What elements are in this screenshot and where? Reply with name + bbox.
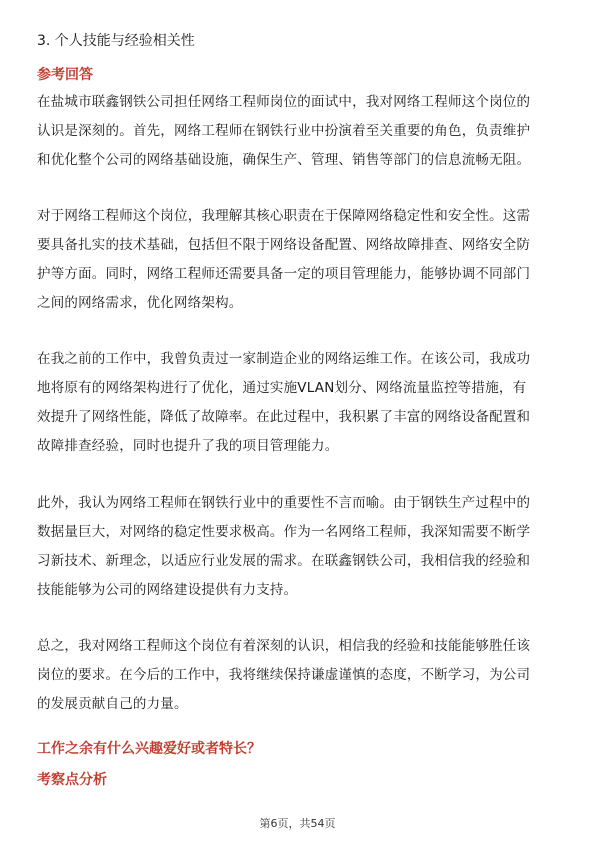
- paragraph-line: 总之，我对网络工程师这个岗位有着深刻的认识，相信我的经验和技能能够胜任该: [37, 638, 531, 654]
- paragraph-line: 护等方面。同时，网络工程师还需要具备一定的项目管理能力，能够协调不同部门: [37, 266, 531, 282]
- paragraph-line: 认识是深刻的。首先，网络工程师在钢铁行业中扮演着至关重要的角色，负责维护: [37, 123, 531, 139]
- paragraph-line: 要具备扎实的技术基础，包括但不限于网络设备配置、网络故障排查、网络安全防: [37, 237, 531, 253]
- answer-paragraph-3: [37, 345, 562, 461]
- paragraph-line: 技能能够为公司的网络建设提供有力支持。: [37, 582, 298, 598]
- answer-paragraph-5: [37, 632, 562, 719]
- paragraph-line: 的发展贡献自己的力量。: [37, 696, 188, 712]
- paragraph-line: 在盐城市联鑫钢铁公司担任网络工程师岗位的面试中，我对网络工程师这个岗位的: [37, 94, 531, 110]
- paragraph-line: 在我之前的工作中，我曾负责过一家制造企业的网络运维工作。在该公司，我成功: [37, 351, 531, 367]
- answer-paragraph-4: [37, 489, 562, 605]
- paragraph-line: 地将原有的网络架构进行了优化，通过实施VLAN划分、网络流量监控等措施，有: [37, 380, 527, 396]
- paragraph-line: 习新技术、新理念，以适应行业发展的需求。在联鑫钢铁公司，我相信我的经验和: [37, 553, 531, 569]
- paragraph-line: 和优化整个公司的网络基础设施，确保生产、管理、销售等部门的信息流畅无阻。: [37, 152, 531, 168]
- answer-paragraph-2: [37, 202, 562, 318]
- section-heading: 3. 个人技能与经验相关性: [37, 33, 195, 49]
- paragraph-line: 效提升了网络性能，降低了故障率。在此过程中，我积累了丰富的网络设备配置和: [37, 409, 531, 425]
- paragraph-line: 此外，我认为网络工程师在钢铁行业中的重要性不言而喻。由于钢铁生产过程中的: [37, 495, 531, 511]
- analysis-label: 考察点分析: [37, 772, 107, 788]
- next-question-heading: 工作之余有什么兴趣爱好或者特长？: [37, 741, 261, 757]
- paragraph-line: 岗位的要求。在今后的工作中，我将继续保持谦虚谨慎的态度，不断学习，为公司: [37, 667, 531, 683]
- reference-answer-label: 参考回答: [37, 67, 93, 83]
- paragraph-line: 对于网络工程师这个岗位，我理解其核心职责在于保障网络稳定性和安全性。这需: [37, 208, 531, 224]
- paragraph-line: 故障排查经验，同时也提升了我的项目管理能力。: [37, 438, 339, 454]
- paragraph-line: 之间的网络需求，优化网络架构。: [37, 295, 243, 311]
- page-number-footer: 第6页，共54页: [259, 817, 336, 830]
- answer-paragraph-1: [37, 88, 562, 175]
- paragraph-line: 数据量巨大，对网络的稳定性要求极高。作为一名网络工程师，我深知需要不断学: [37, 524, 531, 540]
